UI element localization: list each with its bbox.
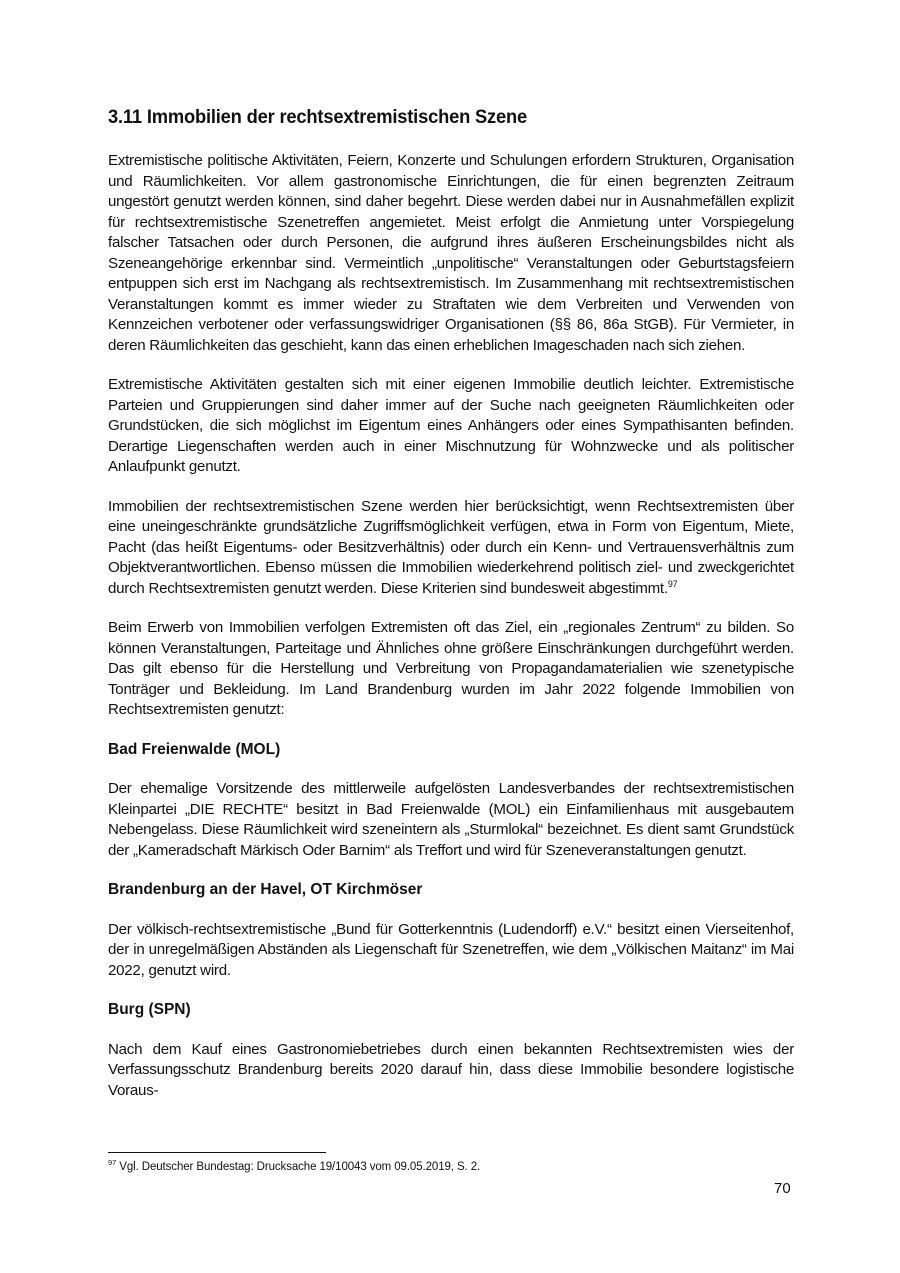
subheading-bad-freienwalde: Bad Freienwalde (MOL) — [108, 740, 281, 758]
paragraph-burg: Nach dem Kauf eines Gastronomiebetriebes durch einen bekannten Rechtsextremisten wies der Verfassungsschutz Brandenburg bereits 2020 darauf hin, dass diese Immobilie besondere logistische Voraus- — [108, 1040, 794, 1099]
paragraph-3-text: Immobilien der rechtsextremistischen Szene werden hier berücksichtigt, wenn Rechtsextremisten über eine uneingeschränkte grundsätzliche Zugriffsmöglichkeit verfügen, etwa in Form von Eigentum, Miete, Pacht (das heißt Eigentums- oder Besitzverhältnis) oder durch ein Kenn- und Vertrauensverhältnis zum Objektverantwortlichen. Ebenso müssen die Immobilien wiederkehrend politisch ziel- und zweckgerichtet durch Rechtsextremisten genutzt werden. Diese Kriterien sind bundesweit abgestimmt. — [108, 497, 794, 597]
page-number: 70 — [774, 1180, 791, 1197]
footnote-divider — [108, 1152, 326, 1153]
footnote — [108, 1158, 481, 1173]
paragraph-4: Beim Erwerb von Immobilien verfolgen Extremisten oft das Ziel, ein „regionales Zentrum“ zu bilden. So können Veranstaltungen, Parteitage und Ähnliches ohne größere Einschränkungen durchgeführt werden. Das gilt ebenso für die Herstellung und Verbreitung von Propagandamaterialien wie szenetypische Tonträger und Bekleidung. Im Land Brandenburg wurden im Jahr 2022 folgende Immobilien von Rechtsextremisten genutzt: — [108, 619, 794, 718]
footnote-reference: 97 — [667, 578, 678, 589]
paragraph-bad-freienwalde: Der ehemalige Vorsitzende des mittlerweile aufgelösten Landesverbandes der rechtsextremistischen Kleinpartei „DIE RECHTE“ besitzt in Bad Freienwalde (MOL) ein Einfamilienhaus mit ausgebautem Nebengelass. Diese Räumlichkeit wird szeneintern als „Sturmlokal“ bezeichnet. Es dient samt Grundstück der „Kameradschaft Märkisch Oder Barnim“ als Treffort und wird für Szeneveranstaltungen genutzt. — [108, 780, 794, 859]
footnote-text: Vgl. Deutscher Bundestag: Drucksache 19/10043 vom 09.05.2019, S. 2. — [116, 1161, 481, 1173]
paragraph-2: Extremistische Aktivitäten gestalten sich mit einer eigenen Immobilie deutlich leichter. Extremistische Parteien und Gruppierungen sind daher immer auf der Suche nach geeigneten Räumlichkeiten oder Grundstücken, die sich möglichst im Eigentum eines Anhängers oder eines Sympathisanten befinden. Derartige Liegenschaften werden auch in einer Mischnutzung für Wohnzwecke und als politischer Anlaufpunkt genutzt. — [108, 376, 794, 475]
page-content — [108, 106, 794, 1120]
subheading-burg: Burg (SPN) — [108, 1001, 191, 1018]
paragraph-brandenburg-havel: Der völkisch-rechtsextremistische „Bund für Gotterkenntnis (Ludendorff) e.V.“ besitzt einen Vierseitenhof, der in unregelmäßigen Abständen als Liegenschaft für Szenetreffen, wie dem „Völkischen Maitanz“ im Mai 2022, genutzt wird. — [108, 920, 794, 979]
subheading-brandenburg-havel: Brandenburg an der Havel, OT Kirchmöser — [108, 881, 423, 898]
paragraph-1: Extremistische politische Aktivitäten, Feiern, Konzerte und Schulungen erfordern Strukturen, Organisation und Räumlichkeiten. Vor allem gastronomische Einrichtungen, die für einen begrenzten Zeitraum ungestört genutzt werden können, sind daher begehrt. Diese werden dabei nur in Ausnahmefällen explizit für rechtsextremistische Szenetreffen angemietet. Meist erfolgt die Anmietung unter Vorspiegelung falscher Tatsachen oder durch Personen, die aufgrund ihres äußeren Erscheinungsbildes nicht als Szeneangehörige erkennbar sind. Vermeintlich „unpolitische“ Veranstaltungen oder Geburtstagsfeiern entpuppen sich erst im Nachgang als rechtsextremistisch. Im Zusammenhang mit rechtsextremistischen Veranstaltungen kommt es immer wieder zu Straftaten wie dem Verbreiten und Verwenden von Kennzeichen verbotener oder verfassungswidriger Organisationen (§§ 86, 86a StGB). Für Vermieter, in deren Räumlichkeiten das geschieht, kann das einen erheblichen Imageschaden nach sich ziehen. — [108, 152, 794, 354]
footnote-number: 97 — [108, 1158, 117, 1168]
section-heading: 3.11 Immobilien der rechtsextremistischen Szene — [108, 106, 528, 128]
paragraph-3 — [108, 497, 794, 600]
